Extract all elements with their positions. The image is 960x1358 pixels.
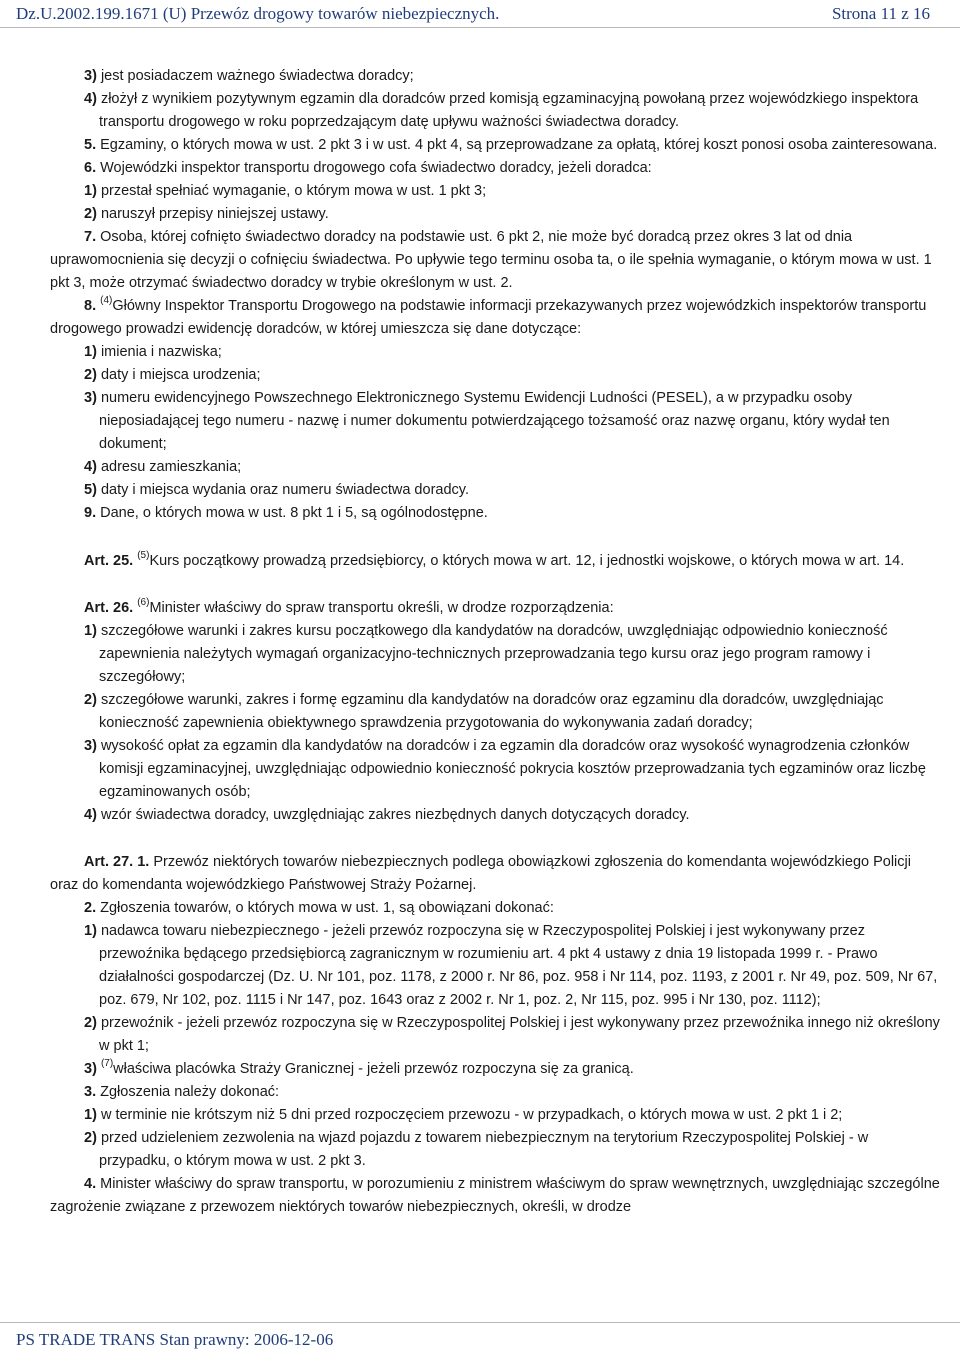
paragraph: 3) jest posiadaczem ważnego świadectwa doradcy; (84, 68, 414, 84)
footnote-ref: (4) (100, 295, 113, 306)
footnote-ref: (5) (137, 550, 150, 561)
footnote-ref: (7) (100, 1058, 114, 1069)
paragraph: 3) numeru ewidencyjnego Powszechnego Elektronicznego Systemu Ewidencji Ludności (PESEL), a w przypadku osoby nieposiadającej tego numeru - nazwę i numer dokumentu potwierdzającego tożsamość oraz nazwę organu, który wydał ten dokument; (84, 390, 890, 452)
paragraph: 4) wzór świadectwa doradcy, uwzględniając zakres niezbędnych danych dotyczących doradcy. (84, 807, 690, 823)
article-25: Art. 25. $^{(5)}$Kurs początkowy prowadzą przedsiębiorcy, o których mowa w art. 12, i jednostki wojskowe, o których mowa w art. 14. (84, 550, 905, 569)
paragraph: 3) wysokość opłat za egzamin dla kandydatów na doradców i za egzamin dla doradców oraz wysokość wynagrodzenia członków komisji egzaminacyjnej, uwzględniając odpowiednio konieczność pokrycia kosztów przeprowadzania tych egzaminów oraz liczbę egzaminowanych osób; (84, 738, 926, 800)
paragraph: 3) $^{(7)}$właściwa placówka Straży Granicznej - jeżeli przewóz rozpoczyna się za granicą. (84, 1058, 634, 1077)
article-27: Art. 27. 1. Przewóz niektórych towarów niebezpiecznych podlega obowiązkowi zgłoszenia do komendanta wojewódzkiego Policji oraz do komendanta wojewódzkiego Państwowej Straży Pożarnej. (50, 854, 911, 893)
paragraph: 1) szczegółowe warunki i zakres kursu początkowego dla kandydatów na doradców, uwzględniając odpowiednio konieczność zapewnienia należytych wymagań organizacyjno-technicznych przeprowadzania tego kursu oraz jego program ramowy i szczegółowy; (84, 623, 888, 685)
paragraph: 2) szczegółowe warunki, zakres i formę egzaminu dla kandydatów na doradców oraz egzaminu dla doradców, uwzględniając konieczność zapewnienia obiektywnego sprawdzenia przygotowania do wykonywania zadań doradcy; (84, 692, 884, 731)
paragraph: 2. Zgłoszenia towarów, o których mowa w ust. 1, są obowiązani dokonać: (84, 900, 554, 916)
paragraph: 1) w terminie nie krótszym niż 5 dni przed rozpoczęciem przewozu - w przypadkach, o których mowa w ust. 2 pkt 1 i 2; (84, 1107, 843, 1123)
paragraph: 4) adresu zamieszkania; (84, 459, 242, 475)
document-body (50, 65, 942, 1219)
paragraph: 2) przewoźnik - jeżeli przewóz rozpoczyna się w Rzeczypospolitej Polskiej i jest wykonywany przez przewoźnika innego niż określony w pkt 1; (84, 1015, 940, 1054)
paragraph: 1) przestał spełniać wymaganie, o którym mowa w ust. 1 pkt 3; (84, 183, 487, 199)
page-number: Strona 11 z 16 (831, 4, 930, 23)
paragraph: 5) daty i miejsca wydania oraz numeru świadectwa doradcy. (84, 482, 469, 498)
page-footer: PS TRADE TRANS Stan prawny: 2006-12-06 (16, 1330, 334, 1349)
paragraph: 1) nadawca towaru niebezpiecznego - jeżeli przewóz rozpoczyna się w Rzeczypospolitej Polskiej i jest wykonywany przez przewoźnika będącego przedsiębiorcą zagranicznym w rozumieniu art. 4 pkt 4 ustawy z dnia 19 listopada 1999 r. - Prawo działalności gospodarczej (Dz. U. Nr 101, poz. 1178, z 2000 r. Nr 86, poz. 958 i Nr 114, poz. 1193, z 2001 r. Nr 49, poz. 509, Nr 67, poz. 679, Nr 102, poz. 1115 i Nr 147, poz. 1643 oraz z 2002 r. Nr 1, poz. 2, Nr 115, poz. 995 i Nr 130, poz. 1112); (84, 923, 938, 1008)
document-title: Dz.U.2002.199.1671 (U) Przewóz drogowy towarów niebezpiecznych. (16, 4, 500, 23)
paragraph: 5. Egzaminy, o których mowa w ust. 2 pkt 3 i w ust. 4 pkt 4, są przeprowadzane za opłatą, której koszt ponosi osoba zainteresowana. (84, 137, 938, 153)
paragraph: 4. Minister właściwy do spraw transportu, w porozumieniu z ministrem właściwym do spraw wewnętrznych, uwzględniając szczególne zagrożenie związane z przewozem niektórych towarów niebezpiecznych, określi, w drodze (50, 1176, 940, 1215)
paragraph: 1) imienia i nazwiska; (84, 344, 222, 360)
paragraph: 9. Dane, o których mowa w ust. 8 pkt 1 i 5, są ogólnodostępne. (84, 505, 488, 521)
paragraph: 2) naruszył przepisy niniejszej ustawy. (84, 206, 329, 222)
paragraph: 4) złożył z wynikiem pozytywnym egzamin dla doradców przed komisją egzaminacyjną powołaną przez wojewódzkiego inspektora transportu drogowego w roku poprzedzającym datę upływu ważności świadectwa doradcy. (84, 91, 919, 130)
paragraph: 2) daty i miejsca urodzenia; (84, 367, 261, 383)
footnote-ref: (6) (137, 597, 150, 608)
page-header (16, 4, 930, 28)
paragraph: 2) przed udzieleniem zezwolenia na wjazd pojazdu z towarem niebezpiecznym na terytorium Rzeczypospolitej Polskiej - w przypadku, o którym mowa w ust. 2 pkt 3. (84, 1130, 869, 1169)
paragraph: 6. Wojewódzki inspektor transportu drogowego cofa świadectwo doradcy, jeżeli doradca: (84, 160, 652, 176)
header-divider (0, 27, 960, 28)
paragraph: 3. Zgłoszenia należy dokonać: (84, 1084, 280, 1100)
paragraph: 8. $^{(4)}$Główny Inspektor Transportu Drogowego na podstawie informacji przekazywanych przez wojewódzkich inspektorów transportu drogowego prowadzi ewidencję doradców, w której umieszcza się dane dotyczące: (50, 295, 927, 337)
footer-divider (0, 1322, 960, 1323)
article-26: Art. 26. $^{(6)}$Minister właściwy do spraw transportu określi, w drodze rozporządzenia: (84, 597, 614, 616)
paragraph: 7. Osoba, której cofnięto świadectwo doradcy na podstawie ust. 6 pkt 2, nie może być doradcą przez okres 3 lat od dnia uprawomocnienia się decyzji o cofnięciu świadectwa. Po upływie tego terminu osoba ta, o ile spełnia wymaganie, o którym mowa w ust. 1 pkt 3, może otrzymać świadectwo doradcy w trybie określonym w ust. 2. (50, 229, 932, 291)
